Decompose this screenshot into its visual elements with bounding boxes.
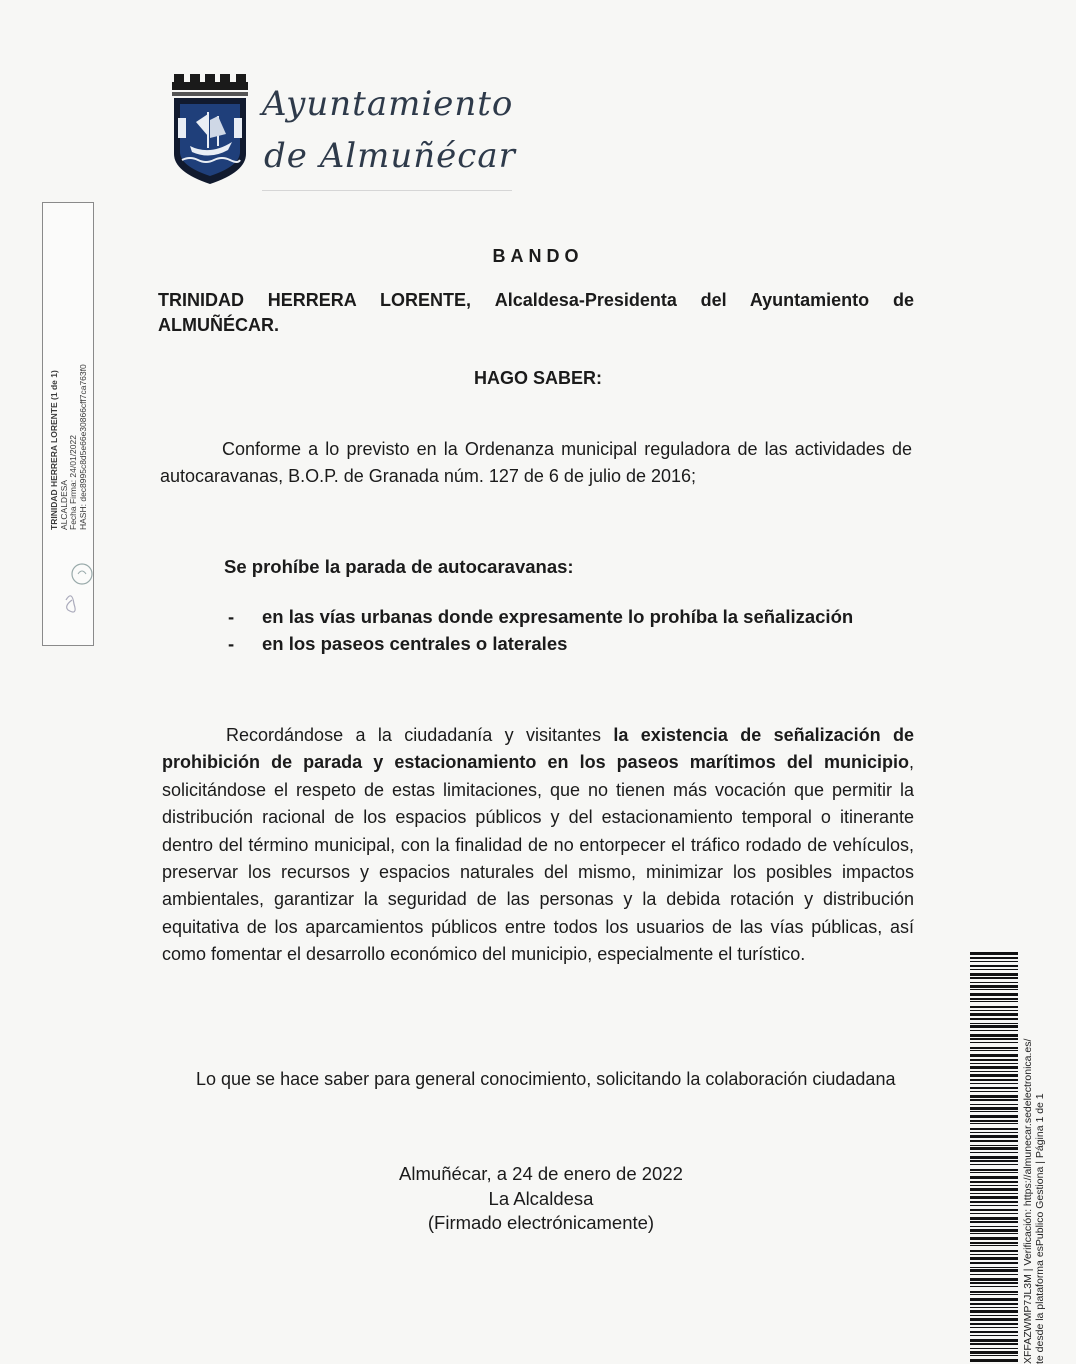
signature-seal-icon <box>60 560 96 630</box>
list-item-text: en los paseos centrales o laterales <box>262 633 568 654</box>
verification-line1: XFFAZWMP7JL3M | Verificación: https://almunecar.sedelectronica.es/ <box>1022 1038 1034 1364</box>
mayor-name: TRINIDAD HERRERA LORENTE, <box>158 290 471 310</box>
municipality-name-line1: Ayuntamiento <box>262 84 514 124</box>
verification-text <box>1022 984 1046 1364</box>
signer-title: La Alcaldesa <box>488 1187 594 1209</box>
place-date: Almuñécar, a 24 de enero de 2022 <box>399 1163 683 1184</box>
municipality-name-line2: de Almuñécar <box>264 136 516 176</box>
verification-line2: te desde la plataforma esPublico Gestiona | Página 1 de 1 <box>1034 1093 1046 1364</box>
announcement-heading: HAGO SABER: <box>473 368 602 388</box>
document-title: BANDO <box>492 246 584 266</box>
municipality-name <box>262 78 522 182</box>
list-item-text: en las vías urbanas donde expresamente lo prohíba la señalización <box>262 606 854 627</box>
prohibition-list <box>228 603 853 657</box>
paragraph-ordinance: Conforme a lo previsto en la Ordenanza municipal reguladora de las actividades de autocaravanas, B.O.P. de Granada núm. 127 de 6 de julio de 2016; <box>160 439 912 486</box>
bullet-marker: - <box>228 633 235 654</box>
mayor-statement <box>158 288 914 338</box>
barcode-icon <box>970 952 1018 1364</box>
signer-role: ALCALDESA <box>58 479 69 530</box>
signer-name: TRINIDAD HERRERA LORENTE (1 de 1) <box>49 370 59 530</box>
mayor-role: Alcaldesa-Presidenta del Ayuntamiento de ALMUÑÉCAR. <box>158 290 914 335</box>
paragraph-reminder-intro: Recordándose a la ciudadanía y visitantes <box>226 725 614 745</box>
bullet-marker: - <box>228 606 235 627</box>
paragraph-reminder-emphasis: la existencia de señalización de prohibición de parada y estacionamiento en los paseos marítimos del municipio <box>162 725 915 773</box>
letterhead-divider <box>262 190 512 191</box>
paragraph-reminder <box>162 722 914 969</box>
prohibition-heading: Se prohíbe la parada de autocaravanas: <box>224 556 574 577</box>
signature-hash: HASH: dec8995c8d5e66e30866cff7ca763f0 <box>77 364 88 530</box>
signature-date: Fecha Firma: 24/01/2022 <box>68 435 78 530</box>
coat-of-arms-icon <box>170 68 250 188</box>
paragraph-closing: Lo que se hace saber para general conocimiento, solicitando la colaboración ciudadana <box>196 1069 896 1089</box>
signature-block <box>0 1162 1076 1236</box>
list-item <box>228 603 853 630</box>
signed-note: (Firmado electrónicamente) <box>427 1212 655 1233</box>
list-item <box>228 630 853 657</box>
paragraph-reminder-rest: , solicitándose el respeto de estas limitaciones, que no tienen más vocación que permitir la distribución racional de los espacios públicos y del estacionamiento temporal o itinerante dentro del término municipal, con la finalidad de no entorpecer el tráfico rodado de vehículos, preservar los recursos y espacios naturales del mismo, minimizar los posibles impactos ambientales, garantizar la seguridad de las personas y la debida rotación y distribución equitativa de los aparcamientos públicos entre todos los usuarios de las vías públicas, así como fomentar el desarrollo económico del municipio, especialmente el turístico. <box>162 752 914 965</box>
